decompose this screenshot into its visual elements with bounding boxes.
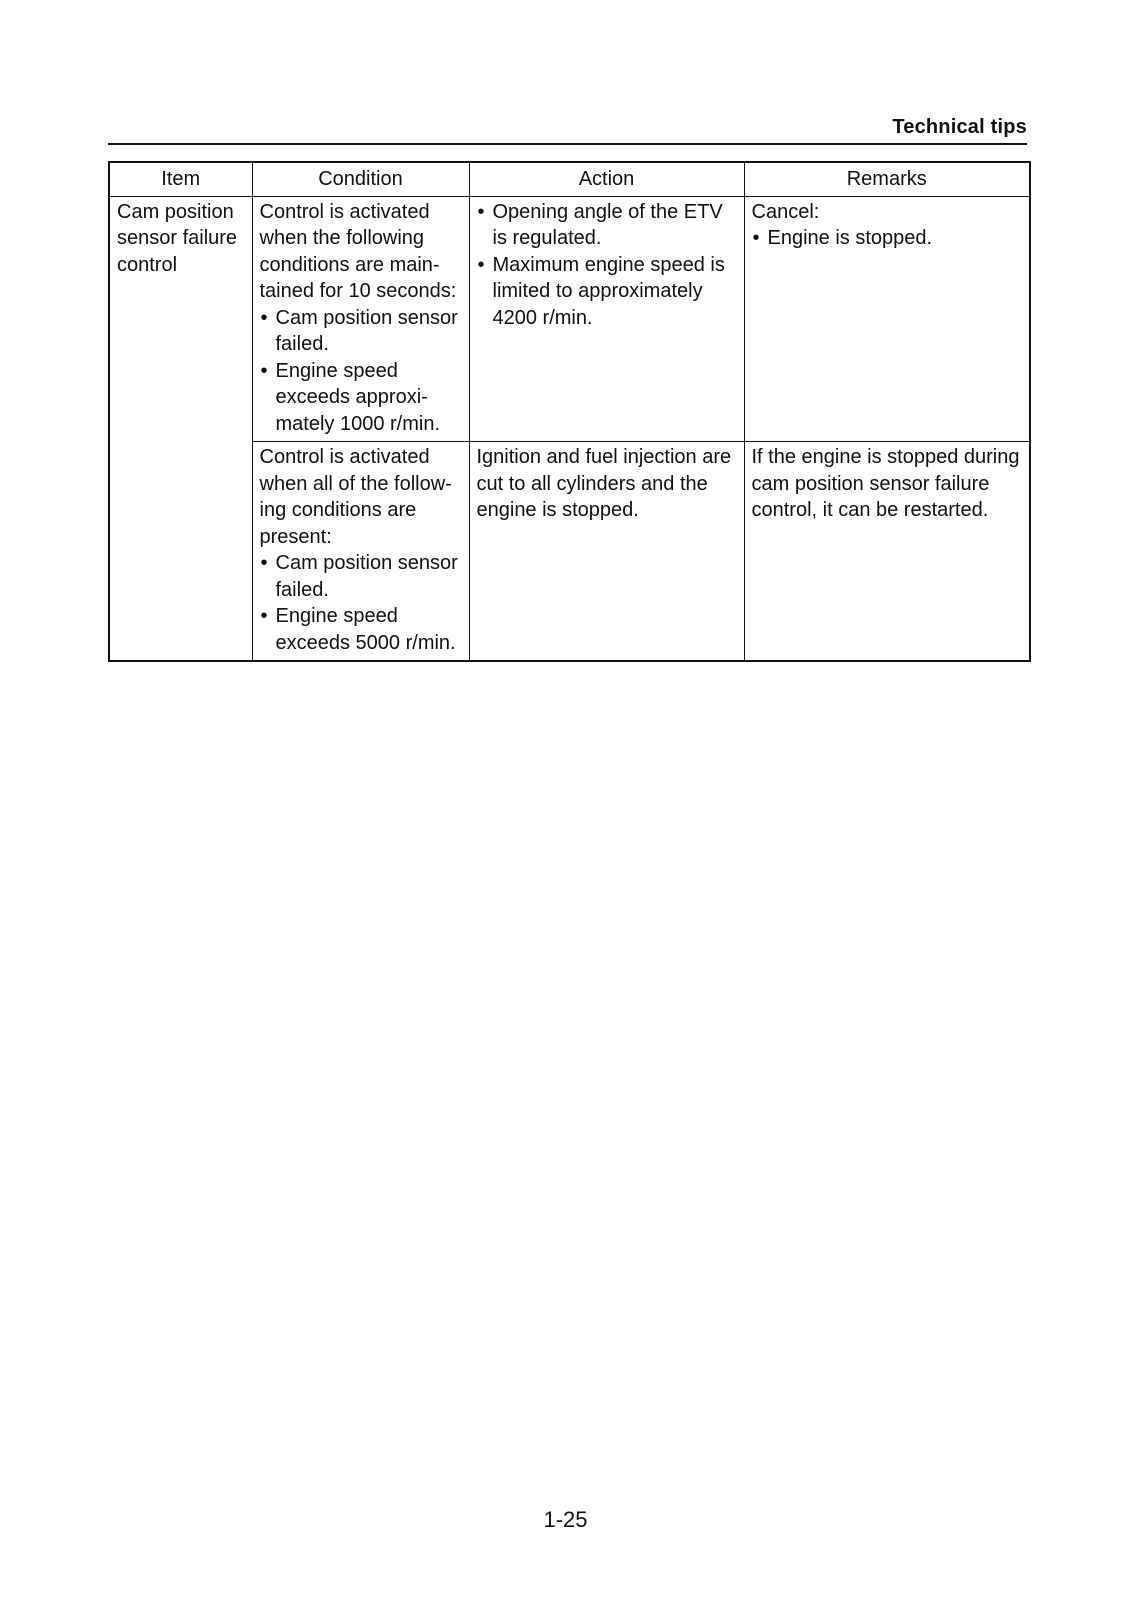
header-divider — [108, 143, 1027, 145]
action-bullet: • Opening angle of the ETV is regulated. — [477, 199, 738, 252]
condition-bullet-list — [260, 305, 463, 438]
table-row — [109, 196, 1030, 442]
condition-bullet-list — [260, 550, 463, 656]
condition-bullet: • Cam position sensor failed. — [260, 305, 463, 358]
column-header-item: Item — [109, 162, 252, 196]
condition-bullet: • Engine speed exceeds 5000 r/min. — [260, 603, 463, 656]
column-header-remarks: Remarks — [744, 162, 1030, 196]
action-cell — [469, 196, 744, 442]
table-header-row — [109, 162, 1030, 196]
condition-cell — [252, 196, 469, 442]
condition-cell — [252, 442, 469, 662]
page-number: 1-25 — [543, 1507, 588, 1532]
item-name: Cam position sensor failure control — [117, 200, 238, 276]
remarks-cell — [744, 196, 1030, 442]
action-bullet-list — [477, 199, 738, 332]
section-title: Technical tips — [892, 116, 1027, 138]
remarks-bullet-list — [752, 225, 1024, 252]
column-header-action: Action — [469, 162, 744, 196]
action-text: Ignition and fuel injection are cut to all cylinders and the engine is stopped. — [476, 446, 732, 521]
condition-bullet: • Engine speed exceeds approxi-mately 1000 r/min. — [260, 358, 463, 438]
condition-intro: Control is activated when the following conditions are main-tained for 10 seconds: — [259, 200, 457, 302]
remarks-text: If the engine is stopped during cam position sensor failure control, it can be restarted. — [751, 446, 1020, 521]
control-table — [108, 161, 1031, 662]
remarks-intro: Cancel: — [751, 200, 820, 223]
action-bullet: • Maximum engine speed is limited to approximately 4200 r/min. — [477, 252, 738, 332]
remarks-cell — [744, 442, 1030, 662]
condition-bullet: • Cam position sensor failed. — [260, 550, 463, 603]
column-header-condition: Condition — [252, 162, 469, 196]
action-cell — [469, 442, 744, 662]
condition-intro: Control is activated when all of the follow-ing conditions are present: — [259, 446, 452, 548]
remarks-bullet: • Engine is stopped. — [752, 225, 1024, 252]
item-cell — [109, 196, 252, 661]
